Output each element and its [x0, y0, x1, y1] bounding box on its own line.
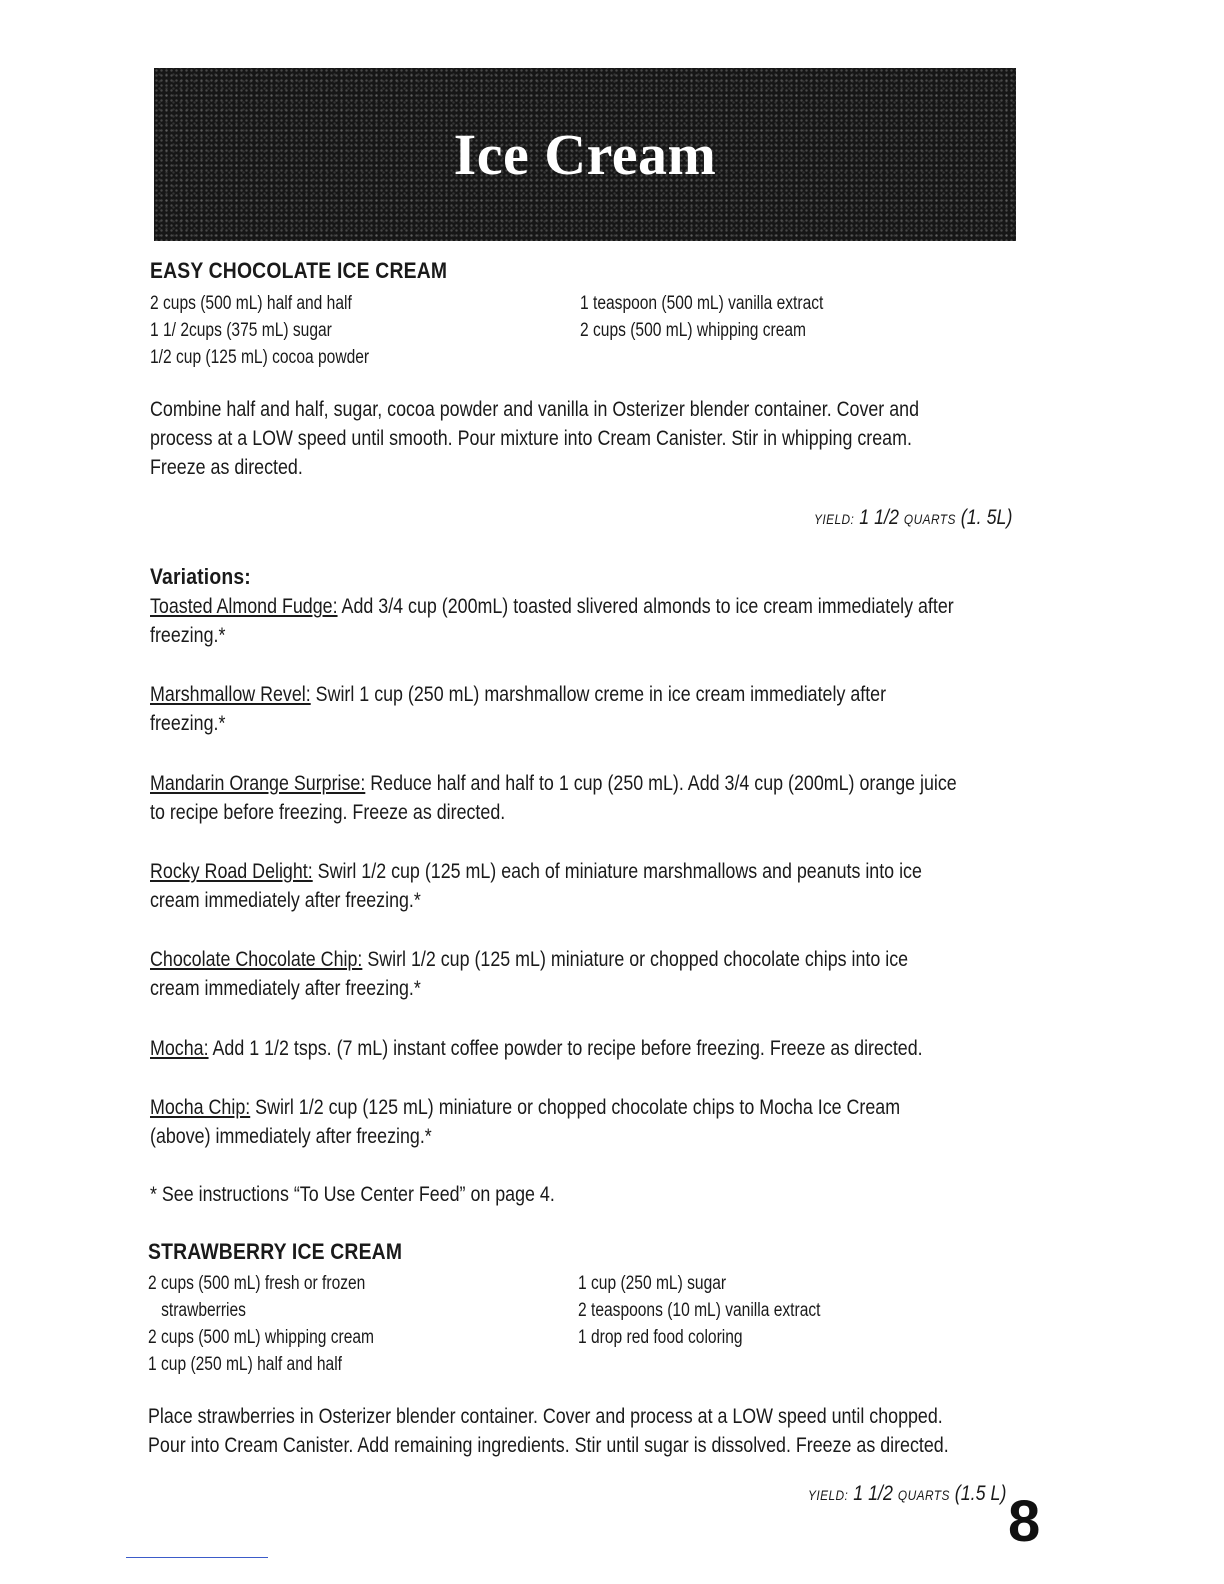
page-title: Ice Cream: [453, 122, 717, 187]
directions-line: Place strawberries in Osterizer blender container. Cover and process at a LOW speed until chopped.: [148, 1405, 943, 1428]
variation-item: [150, 592, 954, 650]
variation-name: Marshmallow Revel:: [150, 683, 311, 706]
yield-metric: (1.5 L): [954, 1482, 1006, 1505]
variation-item: [150, 680, 886, 738]
yield-metric: (1. 5L): [960, 506, 1012, 529]
variation-text: Add 1 1/2 tsps. (7 mL) instant coffee powder to recipe before freezing. Freeze as directed.: [212, 1037, 923, 1060]
variations-heading: Variations:: [150, 564, 251, 589]
yield-amount: 1 1/2: [858, 506, 899, 529]
yield-chocolate: [814, 506, 1012, 530]
ingredients-left-chocolate: [150, 290, 369, 371]
variation-text: freezing.*: [150, 624, 226, 647]
ingredients-right-chocolate: [580, 290, 823, 344]
ingredient: 2 cups (500 mL) half and half: [150, 293, 352, 314]
variation-text: Swirl 1/2 cup (125 mL) miniature or chopped chocolate chips into ice: [367, 948, 909, 971]
directions-chocolate: [150, 395, 919, 482]
directions-line: process at a LOW speed until smooth. Pour mixture into Cream Canister. Stir in whipping cream.: [150, 427, 912, 450]
variation-text: to recipe before freezing. Freeze as directed.: [150, 801, 506, 824]
variation-text: Swirl 1/2 cup (125 mL) each of miniature marshmallows and peanuts into ice: [317, 860, 922, 883]
ingredient: 1 cup (250 mL) sugar: [578, 1273, 727, 1294]
directions-strawberry: [148, 1402, 949, 1460]
variation-item: [150, 857, 922, 915]
footer-rule: [126, 1557, 268, 1558]
ingredient: 1 1/ 2cups (375 mL) sugar: [150, 320, 332, 341]
yield-strawberry: [808, 1482, 1006, 1506]
variation-item: [150, 1093, 900, 1151]
variation-name: Mocha Chip:: [150, 1096, 251, 1119]
variation-text: Swirl 1 cup (250 mL) marshmallow creme in ice cream immediately after: [315, 683, 887, 706]
ingredient: 2 cups (500 mL) whipping cream: [148, 1327, 375, 1348]
ingredient: 1 drop red food coloring: [578, 1327, 743, 1348]
variation-name: Rocky Road Delight:: [150, 860, 313, 883]
ingredient: 2 cups (500 mL) whipping cream: [580, 320, 807, 341]
directions-line: Pour into Cream Canister. Add remaining ingredients. Stir until sugar is dissolved. Freeze as directed.: [148, 1434, 949, 1457]
ingredients-right-strawberry: [578, 1270, 820, 1351]
recipe-heading-chocolate: EASY CHOCOLATE ICE CREAM: [150, 258, 448, 283]
variation-text: cream immediately after freezing.*: [150, 889, 421, 912]
variation-name: Mocha:: [150, 1037, 209, 1060]
variation-name: Toasted Almond Fudge:: [150, 595, 338, 618]
variation-text: Add 3/4 cup (200mL) toasted slivered almonds to ice cream immediately after: [341, 595, 954, 618]
ingredient: 2 teaspoons (10 mL) vanilla extract: [578, 1300, 821, 1321]
directions-line: Combine half and half, sugar, cocoa powder and vanilla in Osterizer blender container. Cover and: [150, 398, 919, 421]
variation-text: cream immediately after freezing.*: [150, 977, 421, 1000]
ingredient: 1/2 cup (125 mL) cocoa powder: [150, 347, 370, 368]
yield-label: YIELD:: [813, 511, 854, 527]
ingredient: 1 cup (250 mL) half and half: [148, 1354, 343, 1375]
recipe-heading-strawberry: STRAWBERRY ICE CREAM: [148, 1239, 403, 1264]
yield-label: YIELD:: [807, 1487, 848, 1503]
variation-text: Reduce half and half to 1 cup (250 mL). Add 3/4 cup (200mL) orange juice: [370, 772, 957, 795]
ingredient: 2 cups (500 mL) fresh or frozen: [148, 1273, 366, 1294]
ingredient: strawberries: [161, 1300, 246, 1321]
page-number: 8: [1008, 1489, 1041, 1554]
variation-name: Mandarin Orange Surprise:: [150, 772, 366, 795]
yield-unit: QUARTS: [897, 1487, 950, 1503]
variation-text: (above) immediately after freezing.*: [150, 1125, 432, 1148]
yield-unit: QUARTS: [903, 511, 956, 527]
variation-item: [150, 945, 908, 1003]
footnote: * See instructions “To Use Center Feed” on page 4.: [150, 1183, 555, 1206]
variation-name: Chocolate Chocolate Chip:: [150, 948, 363, 971]
ingredient: 1 teaspoon (500 mL) vanilla extract: [580, 293, 824, 314]
title-banner: [154, 68, 1016, 241]
directions-line: Freeze as directed.: [150, 456, 303, 479]
variation-text: freezing.*: [150, 712, 226, 735]
yield-amount: 1 1/2: [852, 1482, 893, 1505]
ingredients-left-strawberry: [148, 1270, 374, 1378]
variation-item: [150, 1034, 923, 1063]
variation-item: [150, 769, 957, 827]
variation-text: Swirl 1/2 cup (125 mL) miniature or chopped chocolate chips to Mocha Ice Cream: [255, 1096, 901, 1119]
